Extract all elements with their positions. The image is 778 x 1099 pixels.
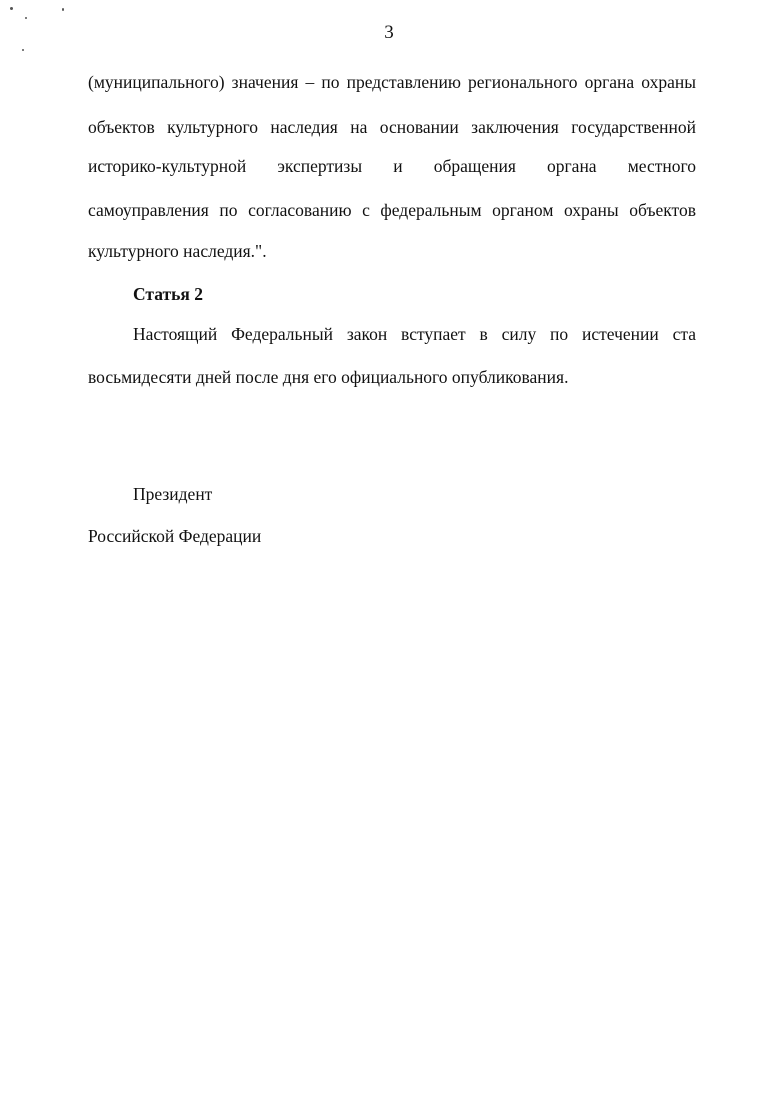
page-number: 3 <box>384 22 394 43</box>
article-line: Настоящий Федеральный закон вступает в силу по истечении ста <box>133 324 696 344</box>
scan-artifact-dot <box>25 17 27 19</box>
signature-title: Президент <box>133 484 213 504</box>
paragraph-line: самоуправления по согласованию с федеральным органом охраны объектов <box>88 200 696 220</box>
article-heading: Статья 2 <box>133 284 203 304</box>
scan-artifact-dot <box>22 49 24 51</box>
paragraph-line: историко-культурной экспертизы и обращения органа местного <box>88 156 696 176</box>
paragraph-line: культурного наследия.". <box>88 241 267 261</box>
paragraph-line: объектов культурного наследия на основании заключения государственной <box>88 117 696 137</box>
paragraph-line: (муниципального) значения – по представлению регионального органа охраны <box>88 72 696 92</box>
scan-artifact-dot <box>10 7 13 10</box>
article-line: восьмидесяти дней после дня его официального опубликования. <box>88 367 569 387</box>
scan-artifact-dot <box>62 8 64 11</box>
signature-title: Российской Федерации <box>88 526 262 546</box>
